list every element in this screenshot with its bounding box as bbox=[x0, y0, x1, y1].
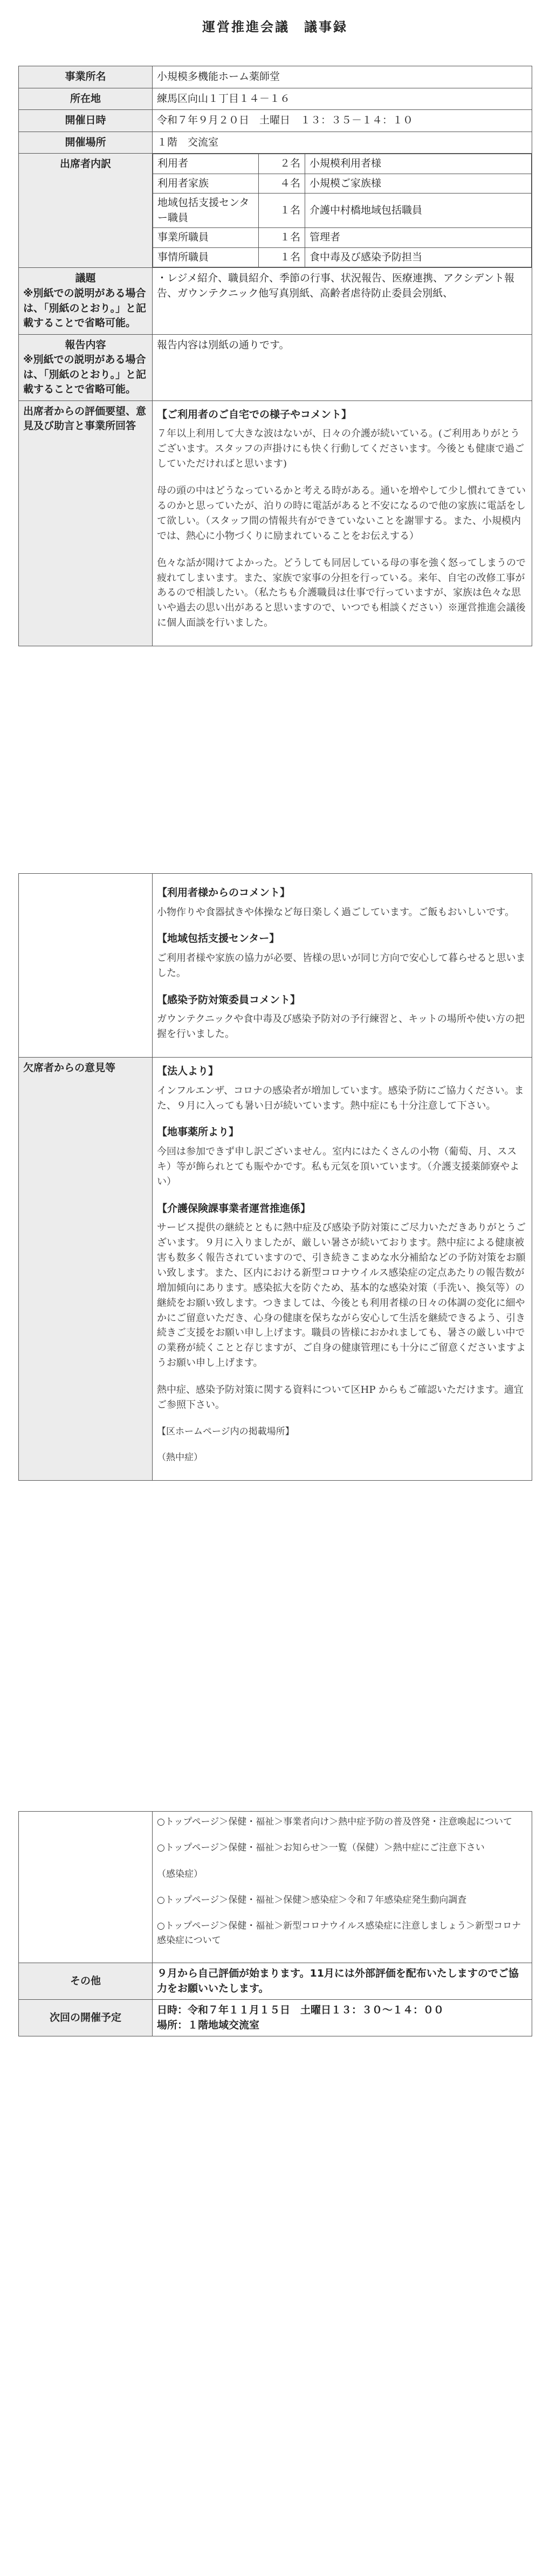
report-label-cell bbox=[19, 334, 153, 400]
attendees-label: 出席者内訳 bbox=[19, 154, 153, 268]
attendee-category: 地域包括支援センター職員 bbox=[153, 194, 259, 228]
attendee-name: 小規模ご家族様 bbox=[305, 174, 532, 194]
attendee-name: 介護中村橋地域包括職員 bbox=[305, 194, 532, 228]
heatstroke-label: （熱中症） bbox=[157, 1452, 203, 1463]
user-comment: 小物作りや食器拭きや体操など毎日楽しく過ごしています。ご飯もおいしいです。 bbox=[157, 906, 515, 918]
home-comment-2: 母の頭の中はどうなっているかと考える時がある。通いを増やして少し慣れてきているのかと思っていたが、泊りの時に電話があると不安になるので他の家族に電話をして欲しい。（スタッフ間の情報共有ができていないことを謝罪する。また、小規模内では、熱心に小物づくりに励まれていることをお伝えする） bbox=[157, 485, 526, 542]
attendee-name: 管理者 bbox=[305, 228, 532, 248]
page-2 bbox=[0, 809, 550, 1725]
pharmacy-comment: 今回は参加できず申し訳ございません。室内にはたくさんの小物（葡萄、月、ススキ）等が飾られとても賑やかです。私も元気を頂いています。（介護支援薬師寮やよい） bbox=[157, 1145, 520, 1187]
other-value: ９月から自己評価が始まります。11月には外部評価を配布いたしますのでご協力をお願いいたします。 bbox=[153, 1963, 532, 2000]
continuation-label-empty bbox=[19, 874, 153, 1058]
home-comment-3: 色々な話が聞けてよかった。どうしても同居している母の事を強く怒ってしまうので疲れてしまいます。また、家族で家事の分担を行っている。来年、自宅の改修工事があるので相談したい。（私たちも介護職員は仕事で行っていますが、家族は色々な思いや過去の思い出があると思いますので、いつでも相談ください）※運営推進会議後に個人面談を行いました。 bbox=[157, 557, 526, 629]
home-section-heading: 【ご利用者のご自宅での様子やコメント】 bbox=[157, 408, 352, 420]
links-cell bbox=[153, 1812, 532, 1963]
attendees-table bbox=[153, 154, 532, 267]
infection-comment: ガウンテクニックや食中毒及び感染予防対の予行練習と、キットの場所や使い方の把握を行いました。 bbox=[157, 1013, 525, 1040]
user-comment-heading: 【利用者様からのコメント】 bbox=[157, 887, 291, 899]
home-comment-1: ７年以上利用して大きな波はないが、日々の介護が続いている。(ご利用ありがとうございます。スタッフの声掛けにも快く行動してくださいます。今後とも健康で過ごしていただければと思います) bbox=[157, 428, 525, 470]
hp-link-heatstroke-notice: ○トップページ＞保健・福祉＞お知らせ＞一覧（保健）＞熱中症にご注意下さい bbox=[157, 1842, 485, 1854]
council-heading: 【介護保険課事業者運営推進係】 bbox=[157, 1202, 311, 1214]
infection-label: （感染症） bbox=[157, 1868, 203, 1880]
attendee-count: ２名 bbox=[259, 154, 305, 174]
absent-label: 欠席者からの意見等 bbox=[19, 1058, 153, 1480]
council-comment-1: サービス提供の継続とともに熱中症及び感染予防対策にご尽力いただきありがとうございます。９月に入りましたが、厳しい暑さが続いております。熱中症による健康被害も数多く報告されていますので、引き続きこまめな水分補給などの予防対策をお願い致します。また、区内における新型コロナウイルス感染症の定点あたりの報告数が増加傾向にあります。感染拡大を防ぐため、基本的な感染対策（手洗い、換気等）の継続をお願い致します。つきましては、今後とも利用者様の日々の体調の変化に細やかにご留意いただき、心身の健康を保ちながら安心して生活を継続できるよう、引き続きご支援をお願い申し上げます。職員の皆様におかれましても、暑さの厳しい中での業務が続くことと存じますが、ご自身の健康管理にも十分にご留意くださいますようお願い申し上げます。 bbox=[157, 1222, 526, 1369]
attendee-category: 利用者 bbox=[153, 154, 259, 174]
attendee-row bbox=[153, 228, 532, 248]
next-meeting-cell bbox=[153, 2000, 532, 2036]
office-value: 小規模多機能ホーム薬師堂 bbox=[153, 66, 532, 88]
attendee-count: １名 bbox=[259, 247, 305, 267]
minutes-table-page3 bbox=[18, 1811, 532, 2036]
center-heading: 【地域包括支援センター】 bbox=[157, 933, 280, 945]
location-label: 所在地 bbox=[19, 88, 153, 110]
minutes-table-page1 bbox=[18, 66, 532, 646]
next-meeting-place: 場所：１階地域交流室 bbox=[157, 2019, 260, 2031]
center-comment: ご利用者様や家族の協力が必要、皆様の思いが同じ方向で安心して暮らせると思いました。 bbox=[157, 952, 526, 979]
attendee-category: 事情所職員 bbox=[153, 247, 259, 267]
attendee-row bbox=[153, 154, 532, 174]
corp-comment: インフルエンザ、コロナの感染者が増加しています。感染予防にご協力ください。また、９月に入っても暑い日が続いています。熱中症にも十分注意して下さい。 bbox=[157, 1085, 524, 1111]
attendee-count: ４名 bbox=[259, 174, 305, 194]
agenda-value: ・レジメ紹介、職員紹介、季節の行事、状況報告、医療連携、アクシデント報告、ガウンテクニック他写真別紙、高齢者虐待防止委員会別紙、 bbox=[153, 268, 532, 334]
pharmacy-heading: 【地事薬所より】 bbox=[157, 1126, 239, 1138]
next-meeting-date: 日時：令和７年１１月１５日 土曜日１３：３０～１４：００ bbox=[157, 2004, 444, 2016]
attendees-cell bbox=[153, 154, 532, 268]
continuation-label-empty bbox=[19, 1812, 153, 1963]
report-label: 報告内容 bbox=[65, 339, 106, 351]
page-3 bbox=[0, 1725, 550, 2576]
infection-heading: 【感染予防対策委員コメント】 bbox=[157, 993, 301, 1006]
agenda-label: 議題 bbox=[75, 272, 96, 285]
attendee-name: 食中毒及び感染予防担当 bbox=[305, 247, 532, 267]
evaluation-label: 出席者からの評価要望、意見及び助言と事業所回答 bbox=[19, 400, 153, 646]
attendee-count: １名 bbox=[259, 228, 305, 248]
attendee-row bbox=[153, 174, 532, 194]
attendee-row bbox=[153, 194, 532, 228]
datetime-value: 令和７年９月２０日 土曜日 １３：３５－１４：１０ bbox=[153, 110, 532, 132]
hp-link-heatstroke-prevention: ○トップページ＞保健・福祉＞事業者向け＞熱中症予防の普及啓発・注意喚起について bbox=[157, 1817, 512, 1827]
attendee-row bbox=[153, 247, 532, 267]
attendee-category: 利用者家族 bbox=[153, 174, 259, 194]
datetime-label: 開催日時 bbox=[19, 110, 153, 132]
document-title: 運営推進会議 議事録 bbox=[202, 19, 348, 34]
report-value: 報告内容は別紙の通りです。 bbox=[153, 334, 532, 400]
report-note: ※別紙での説明がある場合は、「別紙のとおり。」と記載することで省略可能。 bbox=[23, 354, 147, 396]
minutes-table-page2 bbox=[18, 873, 532, 1481]
attendee-category: 事業所職員 bbox=[153, 228, 259, 248]
agenda-label-cell bbox=[19, 268, 153, 334]
council-comment-2: 熱中症、感染予防対策に関する資料について区HP からもご確認いただけます。適宜ご参照下さい。 bbox=[157, 1384, 524, 1411]
absent-cell bbox=[153, 1058, 532, 1480]
venue-value: １階 交流室 bbox=[153, 132, 532, 154]
evaluation-cell bbox=[153, 400, 532, 646]
comments-cell bbox=[153, 874, 532, 1058]
hp-title: 【区ホームページ内の掲載場所】 bbox=[157, 1426, 294, 1437]
agenda-note: ※別紙での説明がある場合は、「別紙のとおり。」と記載することで省略可能。 bbox=[23, 287, 147, 329]
page-1 bbox=[0, 0, 550, 771]
hp-link-covid: ○トップページ＞保健・福祉＞新型コロナウイルス感染症に注意しましょう＞新型コロナ感染症について bbox=[157, 1921, 521, 1946]
office-label: 事業所名 bbox=[19, 66, 153, 88]
venue-label: 開催場所 bbox=[19, 132, 153, 154]
location-value: 練馬区向山１丁目１４－１６ bbox=[153, 88, 532, 110]
corp-heading: 【法人より】 bbox=[157, 1065, 219, 1078]
attendee-name: 小規模利用者様 bbox=[305, 154, 532, 174]
other-label: その他 bbox=[19, 1963, 153, 2000]
hp-link-infection-survey: ○トップページ＞保健・福祉＞保健＞感染症＞令和７年感染症発生動向調査 bbox=[157, 1895, 467, 1906]
attendee-count: １名 bbox=[259, 194, 305, 228]
next-meeting-label: 次回の開催予定 bbox=[19, 2000, 153, 2036]
